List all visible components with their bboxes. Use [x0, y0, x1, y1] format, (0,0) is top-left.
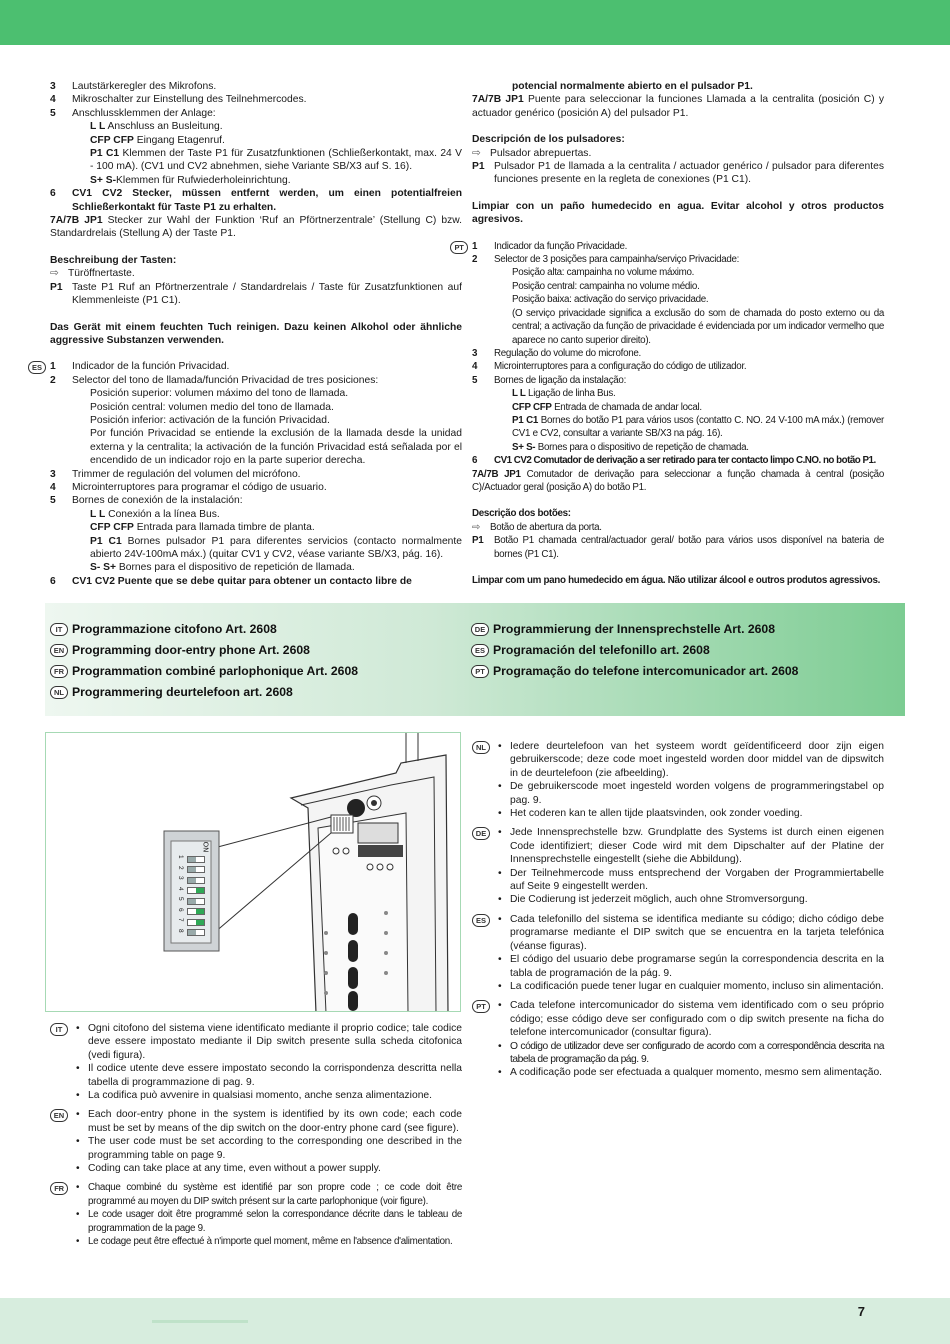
left-text-column	[31, 80, 462, 588]
dip-toggle-knob	[196, 920, 204, 925]
pt-sub-list	[472, 266, 884, 346]
list-item: • The user code must be set according to the corresponding one described in the programming table on page 9.	[76, 1136, 462, 1161]
list-item: • La codifica può avvenire in qualsiasi momento, anche senza alimentazione.	[76, 1090, 433, 1102]
es-item-3: 3 Trimmer de regulación del volumen del micrófono.	[50, 468, 301, 480]
lang-badge-it: IT	[50, 1023, 68, 1036]
de-sub-1: L L Anschluss an Busleitung.	[90, 121, 223, 133]
list-item: • O código de utilizador deve ser configurado de acordo com a correspondência descrita na tabela de programação da pág. 9.	[498, 1040, 884, 1065]
list-item: • El código del usuario debe programarse según la correspondencia descrita en la tabla de programación de la pág. 9.	[498, 954, 884, 979]
arrow-icon: ⇨	[472, 147, 481, 159]
es-sub2-1: L L Conexión a la línea Bus.	[90, 508, 220, 520]
programming-right-column	[472, 740, 884, 1080]
list-item: • Chaque combiné du système est identifié par son propre code ; ce code doit être programmé au moyen du DIP switch présent sur la carte parlophonique (voir figure).	[76, 1182, 462, 1207]
es-item-7: 7A/7B JP1 Puente para seleccionar la funciones Llamada a la centralita (posición C) y actuador genérico (posición A) del pulsador P1.	[472, 94, 884, 119]
list-item: • Iedere deurtelefoon van het systeem wordt geïdentificeerd door zijn eigen gebruikerscode; deze code moet ingesteld worden door middel van de dipswitch in de deurtelefoon (zie afbeelding).	[498, 741, 884, 779]
right-text-column	[454, 80, 885, 587]
band-title-en: Programming door-entry phone Art. 2608	[72, 643, 310, 657]
de-sub-2: CFP CFP Eingang Etagenruf.	[90, 134, 225, 146]
es-item-4: 4 Microinterruptores para programar el código de usuario.	[50, 481, 327, 493]
pt-sub2-list	[472, 387, 884, 454]
pt-section	[454, 240, 885, 588]
dip-switch-2	[176, 865, 206, 876]
dip-switch-6	[176, 907, 206, 918]
it-programming	[50, 1022, 462, 1102]
list-item: • Jede Innensprechstelle bzw. Grundplatte des Systems ist durch einen eigenen Code identifiziert; dieser Code wird mit dem Dipschalter auf der Platine der Innensprechstelle eingestellt (siehe die Abbildung).	[498, 827, 884, 866]
dip-number-label: 8	[177, 928, 184, 933]
dip-toggle	[187, 887, 205, 894]
lang-badge-fr: FR	[50, 1182, 68, 1195]
list-item: • Der Teilnehmercode muss entsprechend der Vorgaben der Programmiertabelle auf Seite 9 eingestellt werden.	[498, 867, 884, 893]
de-programming	[472, 826, 884, 906]
dip-number-label: 6	[177, 907, 184, 912]
es-item-2: 2 Selector del tono de llamada/función Privacidad de tres posiciones:	[50, 374, 379, 386]
de-tasten-p1: P1 Taste P1 Ruf an Pförtnerzentrale / Standardrelais / Taste für Zusatzfunktionen auf Klemmenleiste (P1 C1).	[50, 281, 462, 307]
pt-item-2: 2 Selector de 3 posições para campainha/serviço Privacidade:	[472, 254, 740, 266]
footer-accent	[152, 1320, 248, 1323]
pt-item-4: 4 Microinterruptores para a configuração do código de utilizador.	[472, 361, 747, 373]
es-programming	[472, 913, 884, 993]
es-sub2-list	[50, 508, 462, 575]
programming-left-column	[50, 1022, 462, 1249]
es-sub-4: Por función Privacidad se entiende la exclusión de la llamada desde la unidad externa y la centralita; la activación de la función Privacidad está señalada por el encendido de un indicador rojo en la parte superior derecha.	[90, 428, 462, 467]
dip-number-label: 1	[177, 855, 184, 859]
dip-switch-3	[176, 875, 206, 886]
pt-clean-note: Limpar com um pano humedecido em água. Não utilizar álcool e outros produtos agressivos.	[472, 575, 881, 586]
es-item-6: 6 CV1 CV2 Puente que se debe quitar para obtener un contacto libre de	[50, 575, 412, 587]
dip-toggle-knob	[188, 930, 196, 935]
pt-item-5: 5 Bornes de ligação da instalação:	[472, 374, 627, 386]
list-item: • Each door-entry phone in the system is identified by its own code; each code must be set by means of the dip switch on the door-entry phone card (see figure).	[76, 1109, 462, 1134]
pt-sub-4: (O serviço privacidade significa a exclusão do som de chamada do posto externo ou da central; a activação da função de privacidade é evidenciada por um indicador vermelho que aparece no canto superior direito).	[512, 307, 884, 346]
es-sub2-3: P1 C1 Bornes pulsador P1 para diferentes servicios (contacto normalmente abierto 24V-100mA máx.) (quitar CV1 y CV2, véase variante SB/X3, pág. 16).	[90, 535, 462, 560]
band-badge-de: DE	[471, 623, 489, 636]
dip-toggle-knob	[196, 888, 204, 893]
de-tasten-arrow: ⇨ Türöffnertaste.	[50, 268, 135, 280]
dip-toggle-knob	[188, 867, 196, 872]
es-pulsadores-p1: P1 Pulsador P1 de llamada a la centralita / actuador genérico / pulsador para diferentes funciones presente en la regleta de conexiones (P1 C1).	[472, 161, 884, 186]
lang-badge-en: EN	[50, 1109, 68, 1122]
dip-number-label: 3	[177, 876, 184, 880]
pt-sub-3: Posição baixa: activação do serviço privacidade.	[512, 294, 709, 306]
dip-toggle-knob	[188, 878, 196, 883]
dip-toggle-knob	[188, 857, 196, 862]
band-title-de: Programmierung der Innensprechstelle Art. 2608	[493, 622, 775, 636]
band-badge-es: ES	[471, 644, 489, 657]
de-item-4: 4 Mikroschalter zur Einstellung des Teilnehmercodes.	[50, 94, 307, 106]
de-sub-3: P1 C1 Klemmen der Taste P1 für Zusatzfunktionen (Schließerkontakt, max. 24 V - 100 mA). (CV1 und CV2 abnehmen, siehe Variante SB/X3 auf S. 16).	[90, 148, 462, 173]
de-item-5: 5 Anschlussklemmen der Anlage:	[50, 107, 216, 119]
dip-switch-figure	[45, 732, 461, 1012]
es-continuation: potencial normalmente abierto en el pulsador P1.	[512, 81, 753, 92]
de-item-6: 6 CV1 CV2 Stecker, müssen entfernt werden, um einen potentialfreien Schließerkontakt für Taste P1 zu erhalten.	[50, 188, 462, 213]
dip-toggle-knob	[188, 899, 196, 904]
de-item-7: 7A/7B JP1 Stecker zur Wahl der Funktion ‘Ruf an Pförtnerzentrale’ (Stellung C) bzw. Standardrelais (Stellung A) der Taste P1.	[50, 215, 462, 240]
pt-programming	[472, 999, 884, 1079]
dip-toggle	[187, 908, 205, 915]
dip-toggle	[187, 898, 205, 905]
pt-item-6: 6 CV1 CV2 Comutador de derivação a ser retirado para ter contacto limpo C.NO. no botão P1.	[472, 455, 876, 467]
lang-badge-pt: PT	[450, 241, 468, 254]
de-sub-list	[50, 120, 462, 187]
page-number: 7	[857, 1304, 865, 1319]
es-item-5: 5 Bornes de conexión de la instalación:	[50, 495, 243, 507]
pt-item-7: 7A/7B JP1 Comutador de derivação para seleccionar a função chamada à central (posição C)/Actuador geral (posição A) do botão P1.	[472, 468, 884, 493]
header-bar	[0, 0, 950, 45]
dip-switch-5	[176, 896, 206, 907]
band-title-it: Programmazione citofono Art. 2608	[72, 622, 277, 636]
lang-badge-pt-2: PT	[472, 1000, 490, 1013]
band-badge-en: EN	[50, 644, 68, 657]
arrow-icon: ⇨	[50, 268, 59, 280]
dip-switch-7	[176, 917, 206, 928]
es-sub2-2: CFP CFP Entrada para llamada timbre de planta.	[90, 522, 315, 534]
dip-toggle	[187, 866, 205, 873]
list-item: • Coding can take place at any time, even without a power supply.	[76, 1163, 381, 1175]
dip-switch-1	[176, 854, 206, 865]
es-sub-list	[50, 387, 462, 467]
pt-sub2-1: L L Ligação de linha Bus.	[512, 388, 616, 400]
list-item: • Cada telefonillo del sistema se identifica mediante su código; dicho código debe programarse mediante el DIP switch que se encuentra en la tarjeta telefónica (véanse figuras).	[498, 913, 884, 952]
dip-switch-zoom	[176, 854, 206, 938]
band-title-es: Programación del telefonillo art. 2608	[493, 643, 710, 657]
dip-on-label: ON	[201, 841, 210, 853]
es-sub2-4: S- S+ Bornes para el dispositivo de repetición de llamada.	[90, 562, 355, 574]
es-sub-1: Posición superior: volumen máximo del tono de llamada.	[90, 388, 349, 400]
lang-badge-es-2: ES	[472, 914, 490, 927]
list-item: • Le codage peut être effectué à n'importe quel moment, même en l'absence d'alimentation.	[76, 1236, 453, 1248]
es-sub-2: Posición central: volumen medio del tono de llamada.	[90, 401, 334, 413]
es-clean-note: Limpiar con un paño humedecido en agua. Evitar alcohol y otros productos agresivos.	[472, 200, 884, 226]
list-item: • Het coderen kan te allen tijde plaatsvinden, ook zonder voeding.	[498, 808, 803, 820]
band-badge-nl: NL	[50, 686, 68, 699]
pt-sub2-3: P1 C1 Bornes do botão P1 para vários usos (contatto C. NO. 24 V-100 mA máx.) (remover CV1 e CV2, consultar a variante SB/X3 na pág. 16).	[512, 414, 885, 440]
dip-toggle-knob	[196, 909, 204, 914]
de-clean-note: Das Gerät mit einem feuchten Tuch reinigen. Dazu keinen Alkohol oder ähnliche aggressive Substanzen verwenden.	[50, 321, 462, 346]
dip-number-label: 7	[177, 918, 184, 922]
nl-programming	[472, 740, 884, 820]
lang-badge-nl: NL	[472, 741, 490, 754]
lang-badge-es: ES	[28, 361, 46, 374]
de-item-3: 3 Lautstärkeregler des Mikrofons.	[50, 81, 217, 92]
dip-number-label: 4	[177, 886, 184, 891]
es-item-1: 1 Indicador de la función Privacidad.	[50, 361, 230, 373]
pt-botoes-title: Descrição dos botões:	[472, 508, 571, 520]
intercom-board-illustration	[46, 733, 461, 1012]
arrow-icon: ⇨	[472, 521, 480, 533]
list-item: • Il codice utente deve essere impostato secondo la corrispondenza descritta nella tabella di programmazione di pag. 9.	[76, 1063, 462, 1088]
list-item: • Le code usager doit être programmé selon la correspondance décrite dans le tableau de programmation de la page 9.	[76, 1209, 462, 1234]
list-item: • Cada telefone intercomunicador do sistema vem identificado com o seu próprio código; esse código deve ser configurado com o dip switch presente na ficha do telefone intercomunicador (consultar figura).	[498, 1000, 884, 1039]
pt-botoes-arrow: ⇨ Botão de abertura da porta.	[472, 521, 602, 533]
list-item: • Die Codierung ist jederzeit möglich, auch ohne Stromversorgung.	[498, 894, 808, 906]
list-item: • A codificação pode ser efectuada a qualquer momento, mesmo sem alimentação.	[498, 1067, 883, 1079]
band-title-pt: Programação do telefone intercomunicador art. 2608	[493, 664, 799, 678]
lang-badge-de: DE	[472, 827, 490, 840]
dip-switch-8	[176, 928, 206, 939]
es-sub-3: Posición inferior: activación de la función Privacidad.	[90, 414, 330, 426]
dip-toggle	[187, 856, 205, 863]
pt-sub2-4: S+ S- Bornes para o dispositivo de repetição de chamada.	[512, 441, 749, 453]
pt-item-3: 3 Regulação do volume do microfone.	[472, 347, 641, 359]
pt-botoes-p1: P1 Botão P1 chamada central/actuador geral/ botão para vários usos disponível na bateria de bornes (P1 C1).	[472, 535, 884, 560]
fr-programming	[50, 1181, 462, 1248]
list-item: • La codificación puede tener lugar en cualquier momento, incluso sin alimentación.	[498, 980, 884, 992]
dip-switch-4	[176, 886, 206, 897]
de-sub-4: S+ S-Klemmen für Rufwiederholeinrichtung.	[90, 174, 291, 186]
de-tasten-title: Beschreibung der Tasten:	[50, 254, 177, 266]
band-badge-fr: FR	[50, 665, 68, 678]
band-badge-pt: PT	[471, 665, 489, 678]
dip-toggle	[187, 929, 205, 936]
band-title-nl: Programmering deurtelefoon art. 2608	[72, 685, 293, 699]
band-badge-it: IT	[50, 623, 68, 636]
pt-sub2-2: CFP CFP Entrada de chamada de andar local.	[512, 401, 702, 413]
dip-number-label: 2	[177, 865, 184, 870]
es-pulsadores-title: Descripción de los pulsadores:	[472, 134, 625, 146]
dip-number-label: 5	[177, 897, 184, 901]
pt-item-1: 1 Indicador da função Privacidade.	[472, 240, 628, 252]
es-pulsadores-arrow: ⇨ Pulsador abrepuertas.	[472, 147, 592, 159]
list-item: • Ogni citofono del sistema viene identificato mediante il proprio codice; tale codice deve essere impostato mediante il Dip switch presente sulla scheda citofonica (vedi figura).	[76, 1023, 462, 1061]
pt-sub-2: Posição central: campainha no volume médio.	[512, 280, 700, 292]
en-programming	[50, 1108, 462, 1175]
pt-sub-1: Posição alta: campainha no volume máximo.	[512, 267, 695, 279]
es-section	[31, 360, 462, 588]
band-title-fr: Programmation combiné parlophonique Art. 2608	[72, 664, 359, 678]
dip-toggle	[187, 877, 205, 884]
list-item: • De gebruikerscode moet ingesteld worden volgens de programmeringstabel op pag. 9.	[498, 781, 884, 806]
dip-toggle	[187, 919, 205, 926]
footer-bar	[0, 1298, 950, 1344]
